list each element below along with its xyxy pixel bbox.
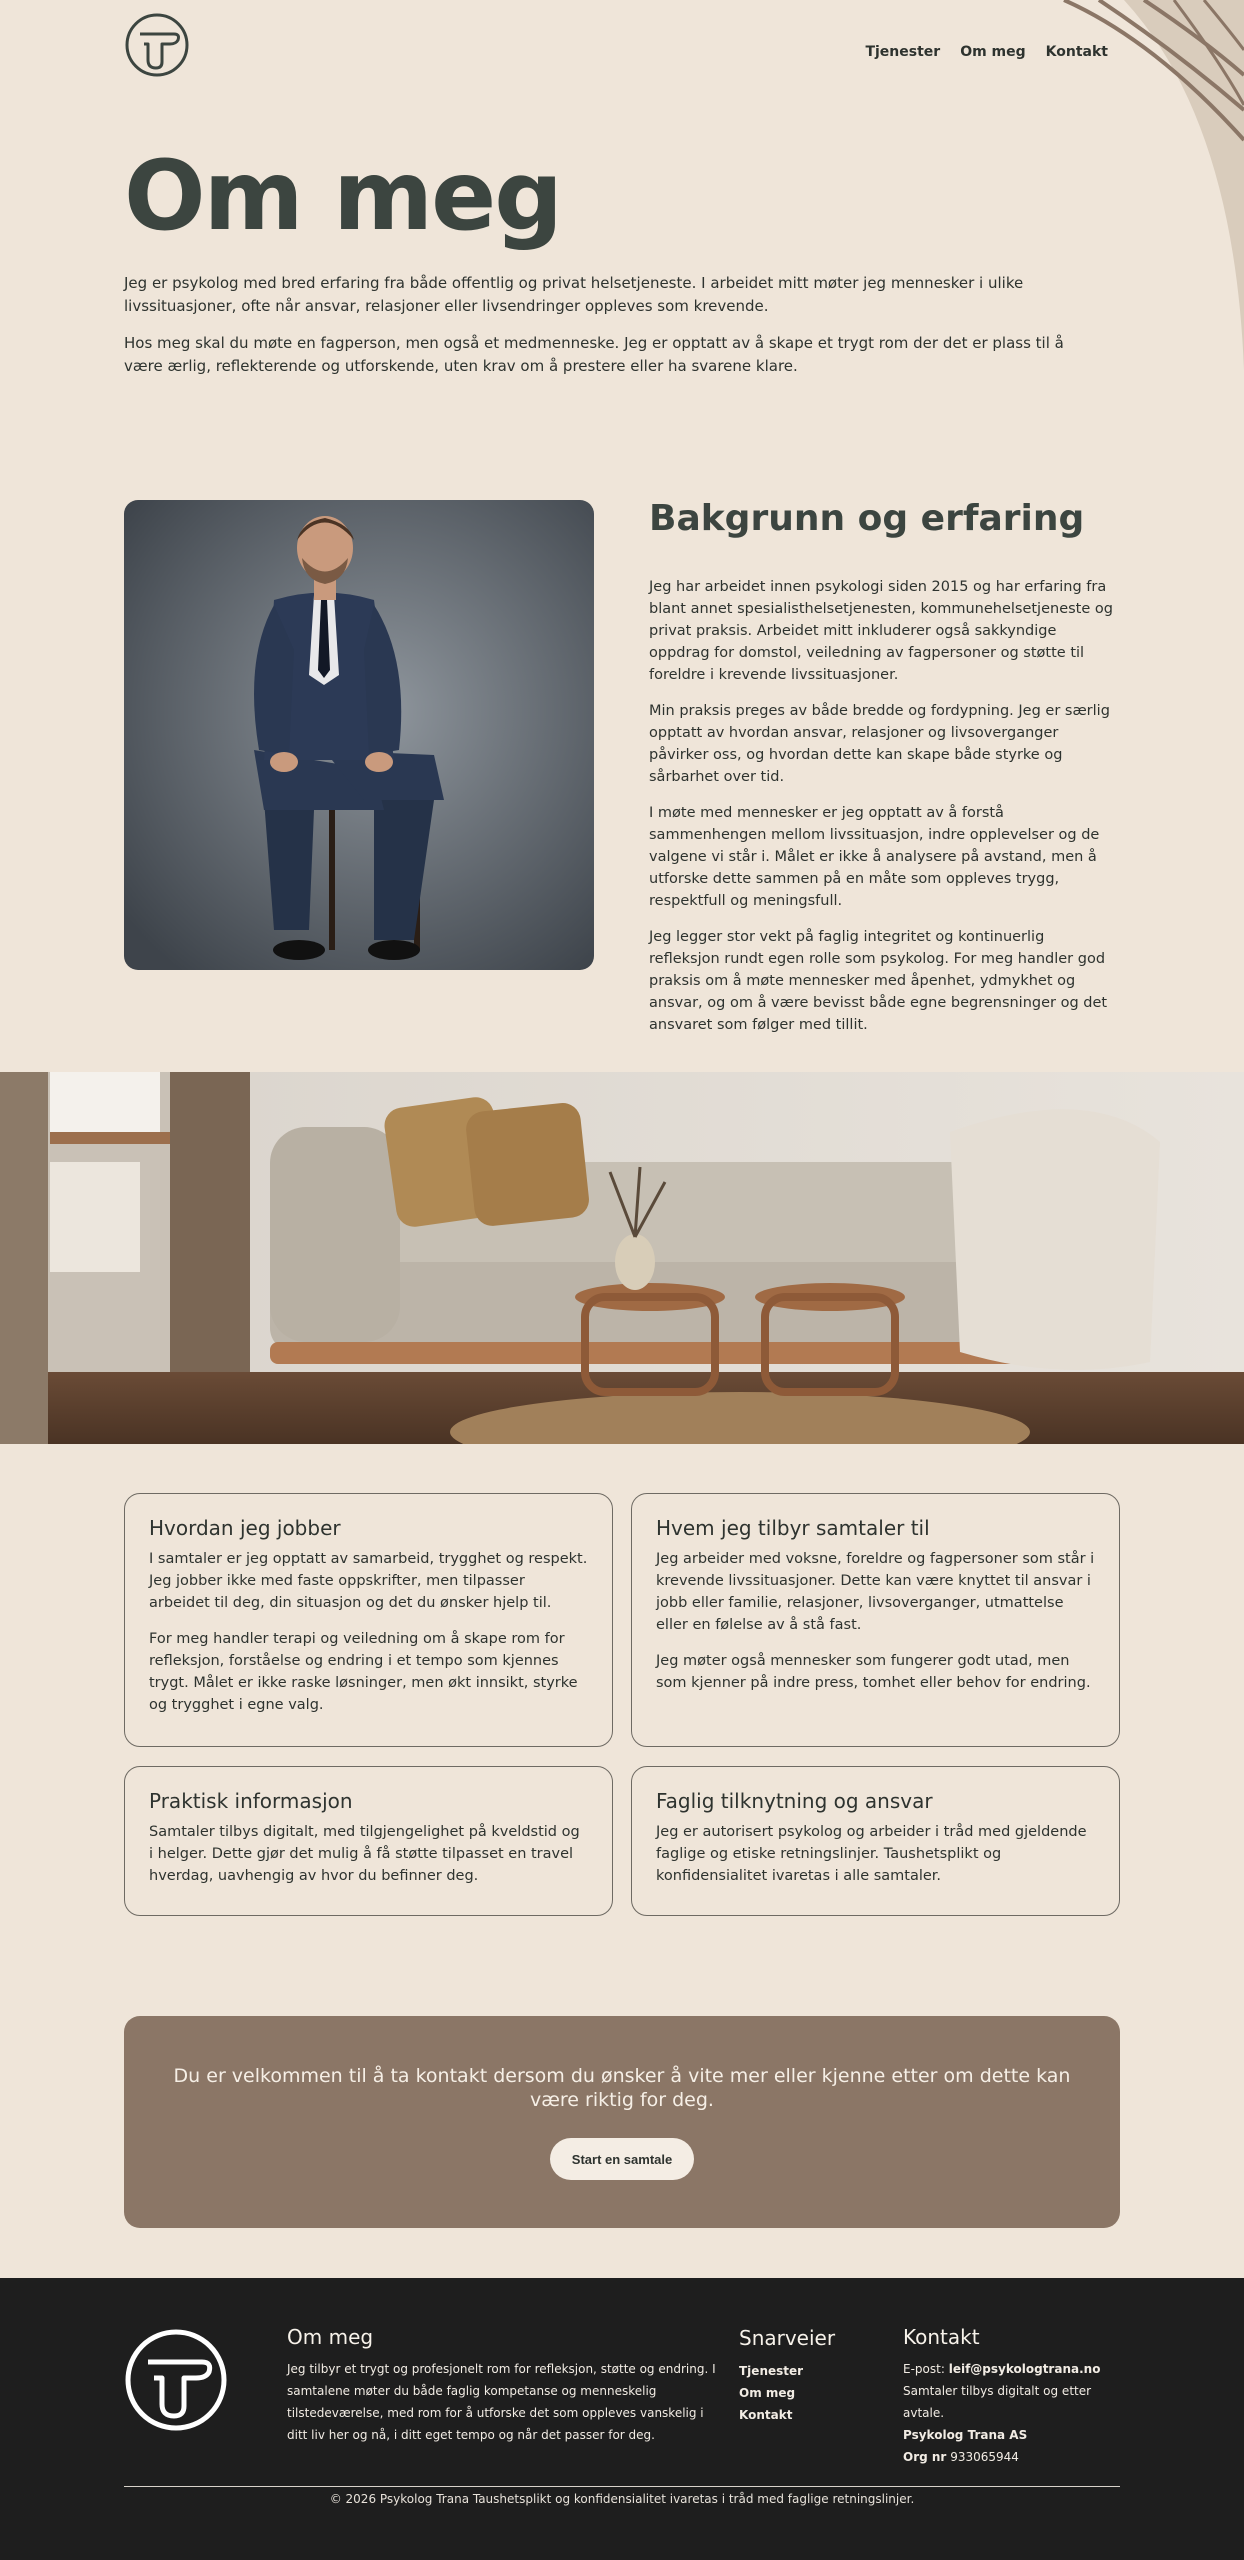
hero-intro	[124, 272, 1104, 392]
card-paragraph: Jeg møter også mennesker som fungerer godt utad, men som kjenner på indre press, tomhet eller behov for endring.	[656, 1653, 1091, 1691]
footer-email-line	[903, 2358, 1123, 2380]
main-nav	[865, 44, 1108, 60]
card-paragraph: I samtaler er jeg opptatt av samarbeid, trygghet og respekt. Jeg jobber ikke med faste oppskrifter, men tilpasser arbeidet til deg, din situasjon og det du ønsker hjelp til.	[149, 1551, 588, 1611]
card-title: Praktisk informasjon	[149, 1789, 353, 1813]
footer-email-link[interactable]: leif@psykologtrana.no	[948, 2362, 1101, 2376]
background-paragraph: I møte med mennesker er jeg opptatt av å forstå sammenhengen mellom livssituasjon, indre opplevelser og de valgene vi står i. Målet er ikke å analysere på avstand, men å utforske dette sammen på en måte som oppleves trygg, respektfull og meningsfull.	[649, 805, 1100, 909]
footer-about	[287, 2326, 722, 2446]
footer-link-tjenester[interactable]: Tjenester	[739, 2364, 804, 2378]
footer-org-number: 933065944	[950, 2450, 1019, 2464]
footer-contact-title: Kontakt	[903, 2325, 980, 2349]
living-room-photo	[0, 1072, 1244, 1444]
background-text	[649, 576, 1119, 1050]
background-heading: Bakgrunn og erfaring	[649, 498, 1085, 539]
card-paragraph: Jeg arbeider med voksne, foreldre og fagpersoner som står i krevende livssituasjoner. Dette kan være knyttet til ansvar i jobb eller familie, relasjoner, livsoverganger, utmattelse eller en følelse av å stå fast.	[656, 1551, 1095, 1633]
card-practical-info	[124, 1766, 613, 1916]
footer-company: Psykolog Trana AS	[903, 2428, 1028, 2442]
footer-link-om-meg[interactable]: Om meg	[739, 2386, 796, 2400]
footer-about-title: Om meg	[287, 2325, 374, 2349]
hero-paragraph: Jeg er psykolog med bred erfaring fra både offentlig og privat helsetjeneste. I arbeidet mitt møter jeg mennesker i ulike livssituasjoner, ofte når ansvar, relasjoner eller livsendringer oppleves som krevende.	[124, 274, 1024, 315]
card-title: Hvem jeg tilbyr samtaler til	[656, 1516, 930, 1540]
nav-om-meg[interactable]: Om meg	[960, 44, 1026, 60]
footer-about-text: Jeg tilbyr et trygt og profesjonelt rom for refleksjon, støtte og endring. I samtalene møter du både faglig kompetanse og menneskelig tilstedeværelse, med rom for å utforske det som oppleves vanskelig i ditt liv her og nå, i ditt eget tempo og når det passer for deg.	[287, 2362, 716, 2442]
footer-link-kontakt[interactable]: Kontakt	[739, 2408, 793, 2422]
portrait-photo	[124, 500, 594, 970]
page-title: Om meg	[124, 140, 561, 252]
cta-text: Du er velkommen til å ta kontakt dersom du ønsker å vite mer eller kjenne etter om dette kan være riktig for deg.	[173, 2065, 1071, 2111]
footer-copyright: © 2026 Psykolog Trana Taushetsplikt og konfidensialitet ivaretas i tråd med faglige retningslinjer.	[329, 2492, 915, 2506]
background-paragraph: Jeg har arbeidet innen psykologi siden 2015 og har erfaring fra blant annet spesialisthelsetjenesten, kommunehelsetjeneste og privat praksis. Arbeidet mitt inkluderer også sakkyndige oppdrag for domstol, veiledning av fagpersoner og støtte til foreldre i krevende livssituasjoner.	[649, 579, 1113, 683]
site-footer	[0, 2278, 1244, 2560]
card-paragraph: Samtaler tilbys digitalt, med tilgjengelighet på kveldstid og i helger. Dette gjør det mulig å få støtte tilpasset en travel hverdag, uavhengig av hvor du befinner deg.	[149, 1824, 580, 1884]
hero-paragraph: Hos meg skal du møte en fagperson, men også et medmenneske. Jeg er opptatt av å skape et trygt rom der det er plass til å være ærlig, reflekterende og utforskende, uten krav om å prestere eller ha svarene klare.	[124, 334, 1064, 375]
footer-shortcuts	[739, 2326, 889, 2426]
footer-contact	[903, 2326, 1123, 2468]
card-who-i-help	[631, 1493, 1120, 1747]
card-how-i-work	[124, 1493, 613, 1747]
card-title: Faglig tilknytning og ansvar	[656, 1789, 933, 1813]
background-paragraph: Jeg legger stor vekt på faglig integritet og kontinuerlig refleksjon rundt egen rolle som psykolog. For meg handler god praksis om å møte mennesker med åpenhet, ydmykhet og ansvar, og om å være bevisst både egne begrensninger og det ansvaret som følger med tillit.	[649, 929, 1108, 1033]
contact-cta	[124, 2016, 1120, 2228]
site-header	[124, 10, 1120, 80]
card-paragraph: For meg handler terapi og veiledning om å skape rom for refleksjon, forståelse og endring i et tempo som kjennes trygt. Målet er ikke raske løsninger, men økt innsikt, styrke og trygghet i egne valg.	[149, 1631, 578, 1713]
footer-org-line	[903, 2446, 1123, 2468]
footer-shortcuts-title: Snarveier	[739, 2326, 836, 2350]
start-conversation-button[interactable]: Start en samtale	[550, 2138, 694, 2180]
background-paragraph: Min praksis preges av både bredde og fordypning. Jeg er særlig opptatt av hvordan ansvar, relasjoner og livsoverganger påvirker oss, og hvordan dette kan skape både styrke og sårbarhet over tid.	[649, 703, 1110, 785]
footer-logo-icon[interactable]	[124, 2328, 228, 2432]
card-paragraph: Jeg er autorisert psykolog og arbeider i tråd med gjeldende faglige og etiske retningslinjer. Taushetsplikt og konfidensialitet ivaretas i alle samtaler.	[656, 1824, 1087, 1884]
footer-org-label: Org nr	[903, 2450, 947, 2464]
footer-email-label: E-post:	[903, 2362, 945, 2376]
nav-tjenester[interactable]: Tjenester	[865, 44, 941, 60]
logo-icon[interactable]	[124, 12, 190, 78]
card-title: Hvordan jeg jobber	[149, 1516, 341, 1540]
footer-divider	[124, 2486, 1120, 2487]
footer-contact-note: Samtaler tilbys digitalt og etter avtale.	[903, 2384, 1092, 2420]
nav-kontakt[interactable]: Kontakt	[1045, 44, 1108, 60]
card-professional-affiliation	[631, 1766, 1120, 1916]
